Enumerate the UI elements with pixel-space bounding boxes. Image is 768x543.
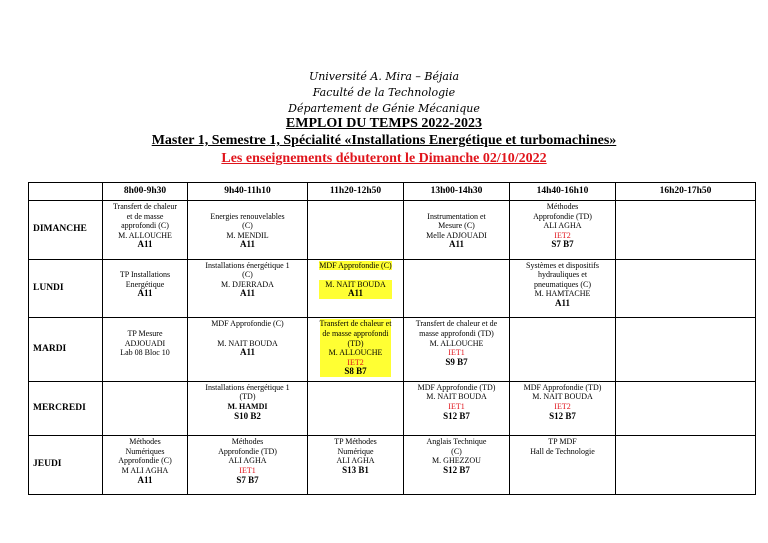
day-label: MERCREDI	[29, 381, 103, 435]
start-notice	[0, 151, 768, 167]
course-line	[406, 202, 507, 212]
time-slot-header: 9h40-11h10	[188, 183, 308, 201]
course-cell	[404, 318, 510, 381]
course-line: Numérique	[337, 446, 374, 456]
course-line: MDF Approfondie (C)	[211, 319, 284, 329]
course-line: M. NAIT BOUDA	[426, 392, 487, 402]
course-cell	[103, 436, 188, 495]
room-label: S7 B7	[551, 239, 574, 250]
course-line	[319, 270, 391, 280]
course-line: Hall de Technologie	[530, 446, 595, 456]
room-label: S12 B7	[443, 410, 470, 421]
course-line: (TD)	[239, 392, 256, 402]
course-line: TP Méthodes	[334, 437, 377, 447]
course-line: Transfert de chaleur et	[319, 319, 392, 329]
course-line: (C)	[242, 270, 253, 280]
course-line: Approfondie (TD)	[533, 211, 592, 221]
timetable	[28, 182, 756, 495]
group-label: IET2	[320, 358, 392, 368]
group-label: IET1	[448, 401, 465, 411]
course-line: Numériques	[125, 446, 165, 456]
room-label: S7 B7	[236, 474, 259, 485]
day-row	[29, 436, 756, 495]
course-cell	[188, 318, 308, 381]
room-label: A11	[137, 288, 153, 299]
course-cell	[616, 381, 756, 435]
course-line: Energétique	[125, 279, 165, 289]
course-line: ALI AGHA	[336, 456, 375, 466]
course-cell	[103, 201, 188, 260]
course-line: M. ALLOUCHE	[429, 338, 484, 348]
course-line: Approfondie (C)	[118, 456, 172, 466]
course-line: (C)	[242, 221, 253, 231]
room-label: A11	[239, 288, 255, 299]
course-cell	[308, 201, 404, 260]
course-line: masse approfondi (TD)	[419, 328, 494, 338]
course-cell	[404, 259, 510, 318]
course-line: et de masse	[126, 211, 164, 221]
course-line: MDF Approfondie (TD)	[523, 382, 602, 392]
course-line: M. HAMTACHE	[534, 289, 591, 299]
course-cell	[103, 318, 188, 381]
time-slot-header: 13h00-14h30	[404, 183, 510, 201]
course-line: Energies renouvelables	[210, 211, 285, 221]
faculty-name: Faculté de la Technologie	[312, 86, 456, 99]
room-label: S10 B2	[234, 410, 261, 421]
course-line: hydrauliques et	[537, 270, 588, 280]
group-label: IET1	[239, 466, 256, 476]
document-title-text: EMPLOI DU TEMPS 2022-2023	[285, 116, 483, 131]
room-label: A11	[319, 289, 391, 299]
course-line: Approfondie (TD)	[218, 446, 277, 456]
course-line	[190, 329, 305, 339]
course-cell	[510, 318, 616, 381]
course-line: M. NAIT BOUDA	[217, 338, 278, 348]
course-line: MDF Approfondie (TD)	[417, 382, 496, 392]
day-label: JEUDI	[29, 436, 103, 495]
course-cell	[616, 436, 756, 495]
room-label: A11	[448, 239, 464, 250]
course-cell	[510, 436, 616, 495]
room-label: A11	[137, 239, 153, 250]
course-line: ADJOUADI	[124, 338, 166, 348]
room-label: A11	[239, 239, 255, 250]
course-line: Mesure (C)	[438, 221, 475, 231]
course-cell	[188, 381, 308, 435]
course-cell	[510, 381, 616, 435]
course-line: M ALI AGHA	[121, 466, 169, 476]
day-label: LUNDI	[29, 259, 103, 318]
course-line: approfondi (C)	[121, 221, 169, 231]
room-label: S13 B1	[342, 465, 369, 476]
time-slot-header: 8h00-9h30	[103, 183, 188, 201]
course-line: Installations énergétique 1	[205, 382, 290, 392]
course-line: Installations énergétique 1	[205, 260, 290, 270]
course-line: Instrumentation et	[427, 211, 486, 221]
course-line: de masse approfondi	[320, 329, 392, 339]
course-line: M. NAIT BOUDA	[319, 280, 391, 290]
course-cell	[308, 381, 404, 435]
course-cell	[616, 259, 756, 318]
course-line: Méthodes	[546, 202, 579, 211]
room-label: A11	[137, 474, 153, 485]
course-line: M. MENDIL	[226, 230, 269, 240]
day-row	[29, 201, 756, 260]
day-row	[29, 259, 756, 318]
program-subtitle	[0, 133, 768, 149]
course-line: TP Mesure	[127, 328, 163, 338]
course-line: Méthodes	[231, 437, 264, 447]
course-line: (TD)	[320, 339, 392, 349]
course-line: M. DJERRADA	[221, 279, 274, 289]
course-line: Systèmes et dispositifs	[526, 260, 599, 270]
course-cell	[188, 436, 308, 495]
start-notice-text: Les enseignements débuteront le Dimanche 02/10/2022	[221, 151, 547, 166]
course-line: Transfert de chaleur	[112, 202, 178, 211]
course-line: ALI AGHA	[543, 221, 582, 231]
group-label: IET2	[554, 401, 571, 411]
teacher-name: M. HAMDI	[227, 401, 268, 411]
department-name: Département de Génie Mécanique	[288, 102, 480, 115]
course-line: Méthodes	[129, 437, 161, 447]
course-line: (C)	[451, 446, 462, 456]
time-slot-header: 14h40-16h10	[510, 183, 616, 201]
course-line	[190, 202, 305, 212]
course-line: MDF Approfondie (C)	[319, 260, 392, 270]
course-line: M. ALLOUCHE	[118, 230, 172, 240]
course-cell	[616, 318, 756, 381]
group-label: IET2	[554, 230, 571, 240]
day-row	[29, 318, 756, 381]
university-name: Université A. Mira – Béjaia	[308, 70, 460, 83]
room-label: S8 B7	[320, 367, 392, 377]
course-line: TP Installations	[119, 270, 171, 280]
course-cell	[308, 259, 404, 318]
room-label: S12 B7	[549, 410, 576, 421]
course-line: Lab 08 Bloc 10	[120, 348, 170, 358]
course-cell	[404, 201, 510, 260]
course-line: TP MDF	[548, 437, 577, 447]
course-cell	[404, 436, 510, 495]
course-line: Anglais Technique	[426, 437, 487, 447]
course-line: M. NAIT BOUDA	[532, 392, 593, 402]
course-cell	[188, 259, 308, 318]
document-title	[0, 116, 768, 132]
course-cell	[308, 318, 404, 381]
day-label: DIMANCHE	[29, 201, 103, 260]
course-cell	[404, 381, 510, 435]
course-cell	[510, 259, 616, 318]
day-label: MARDI	[29, 318, 103, 381]
course-cell	[103, 381, 188, 435]
course-line: M. ALLOUCHE	[320, 348, 392, 358]
course-line	[105, 319, 185, 329]
course-cell	[188, 201, 308, 260]
course-line	[105, 261, 185, 271]
room-label: A11	[239, 347, 255, 358]
timetable-header-row	[29, 183, 756, 201]
course-cell	[510, 201, 616, 260]
group-label: IET1	[448, 348, 465, 358]
course-line: pneumatiques (C)	[533, 279, 592, 289]
time-slot-header: 16h20-17h50	[616, 183, 756, 201]
course-line: Transfert de chaleur et de	[415, 319, 498, 329]
room-label: A11	[554, 298, 570, 309]
course-cell	[308, 436, 404, 495]
corner-header	[29, 183, 103, 201]
day-row	[29, 381, 756, 435]
time-slot-header: 11h20-12h50	[308, 183, 404, 201]
room-label: S12 B7	[443, 465, 470, 476]
room-label: S9 B7	[445, 356, 468, 367]
program-subtitle-text: Master 1, Semestre 1, Spécialité «Installations Energétique et turbomachines»	[151, 133, 617, 148]
course-cell	[616, 201, 756, 260]
course-cell	[103, 259, 188, 318]
course-line: M. GHEZZOU	[432, 456, 481, 466]
course-line: Melle ADJOUADI	[426, 230, 487, 240]
course-line: ALI AGHA	[228, 456, 267, 466]
